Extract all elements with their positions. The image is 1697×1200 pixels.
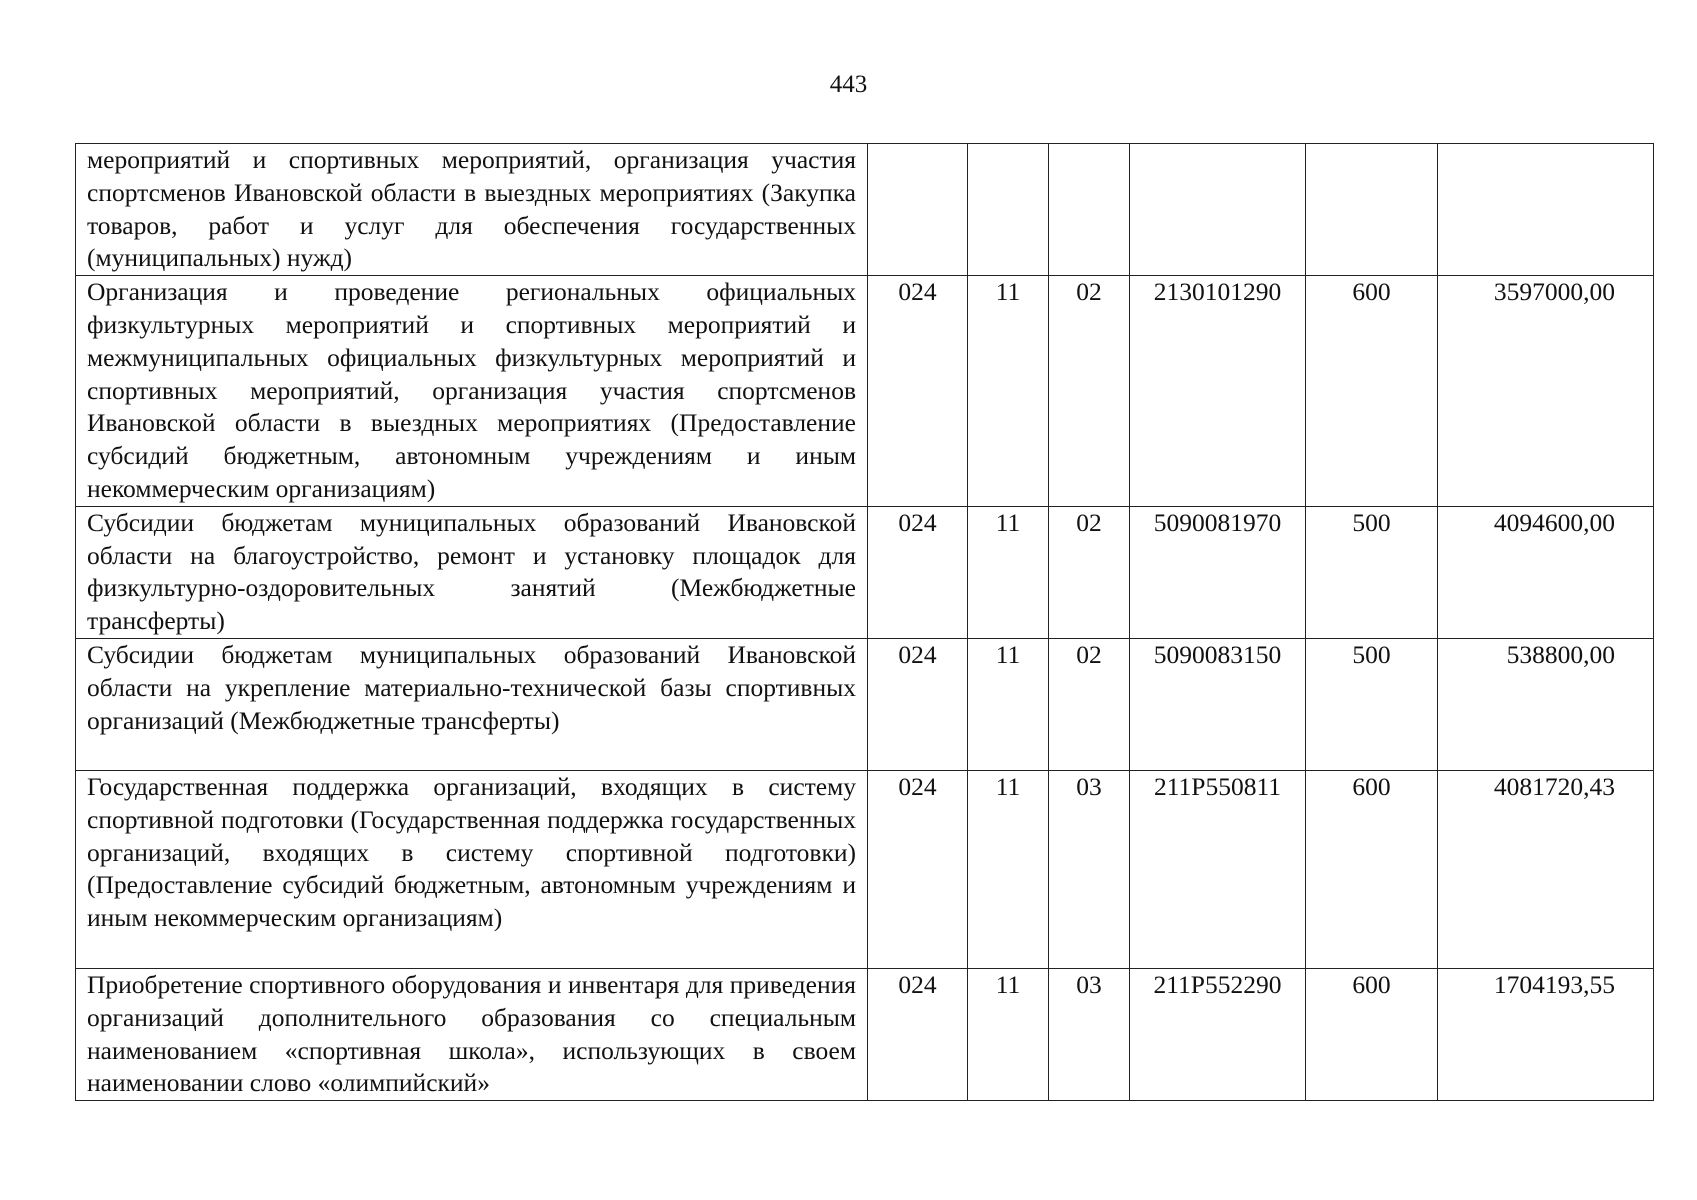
target-article-code: 5090081970 [1130, 506, 1306, 638]
ministry-code: 024 [868, 968, 968, 1100]
table-row [76, 968, 1654, 1100]
row-description: Субсидии бюджетам муниципальных образований Ивановской области на укрепление материально-технической базы спортивных организаций (Межбюджетные трансферты) [76, 638, 868, 770]
section-code: 11 [968, 770, 1049, 968]
row-description: Приобретение спортивного оборудования и инвентаря для приведения организаций дополнительного образования со специальным наименованием «спортивная школа», использующих в своем наименовании слово «олимпийский» [76, 968, 868, 1100]
table-row [76, 144, 1654, 276]
expense-type-code: 600 [1306, 276, 1438, 507]
ministry-code: 024 [868, 506, 968, 638]
subsection-code: 02 [1049, 276, 1130, 507]
amount: 4094600,00 [1438, 506, 1654, 638]
table-row [76, 770, 1654, 968]
target-article-code [1130, 144, 1306, 276]
row-description: Субсидии бюджетам муниципальных образований Ивановской области на благоустройство, ремонт и установку площадок для физкультурно-оздоровительных занятий (Межбюджетные трансферты) [76, 506, 868, 638]
section-code: 11 [968, 276, 1049, 507]
section-code [968, 144, 1049, 276]
amount: 538800,00 [1438, 638, 1654, 770]
target-article-code: 5090083150 [1130, 638, 1306, 770]
amount: 4081720,43 [1438, 770, 1654, 968]
ministry-code: 024 [868, 276, 968, 507]
table-row [76, 276, 1654, 507]
section-code: 11 [968, 968, 1049, 1100]
row-description: мероприятий и спортивных мероприятий, организация участия спортсменов Ивановской области в выездных мероприятиях (Закупка товаров, работ и услуг для обеспечения государственных (муниципальных) нужд) [76, 144, 868, 276]
target-article-code: 211Р552290 [1130, 968, 1306, 1100]
amount: 1704193,55 [1438, 968, 1654, 1100]
expense-type-code [1306, 144, 1438, 276]
amount: 3597000,00 [1438, 276, 1654, 507]
table-row [76, 506, 1654, 638]
subsection-code: 02 [1049, 506, 1130, 638]
expense-type-code: 600 [1306, 770, 1438, 968]
target-article-code: 2130101290 [1130, 276, 1306, 507]
row-description: Государственная поддержка организаций, входящих в систему спортивной подготовки (Государственная поддержка государственных организаций, входящих в систему спортивной подготовки) (Предоставление субсидий бюджетным, автономным учреждениям и иным некоммерческим организациям) [76, 770, 868, 968]
section-code: 11 [968, 506, 1049, 638]
subsection-code: 02 [1049, 638, 1130, 770]
subsection-code: 03 [1049, 968, 1130, 1100]
table-row [76, 638, 1654, 770]
ministry-code [868, 144, 968, 276]
subsection-code: 03 [1049, 770, 1130, 968]
expense-type-code: 500 [1306, 506, 1438, 638]
subsection-code [1049, 144, 1130, 276]
section-code: 11 [968, 638, 1049, 770]
row-description: Организация и проведение региональных официальных физкультурных мероприятий и спортивных мероприятий и межмуниципальных официальных физкультурных мероприятий и спортивных мероприятий, организация участия спортсменов Ивановской области в выездных мероприятиях (Предоставление субсидий бюджетным, автономным учреждениям и иным некоммерческим организациям) [76, 276, 868, 507]
target-article-code: 211Р550811 [1130, 770, 1306, 968]
ministry-code: 024 [868, 638, 968, 770]
ministry-code: 024 [868, 770, 968, 968]
amount [1438, 144, 1654, 276]
budget-table [75, 143, 1654, 1101]
page-number: 443 [829, 71, 868, 98]
expense-type-code: 500 [1306, 638, 1438, 770]
expense-type-code: 600 [1306, 968, 1438, 1100]
